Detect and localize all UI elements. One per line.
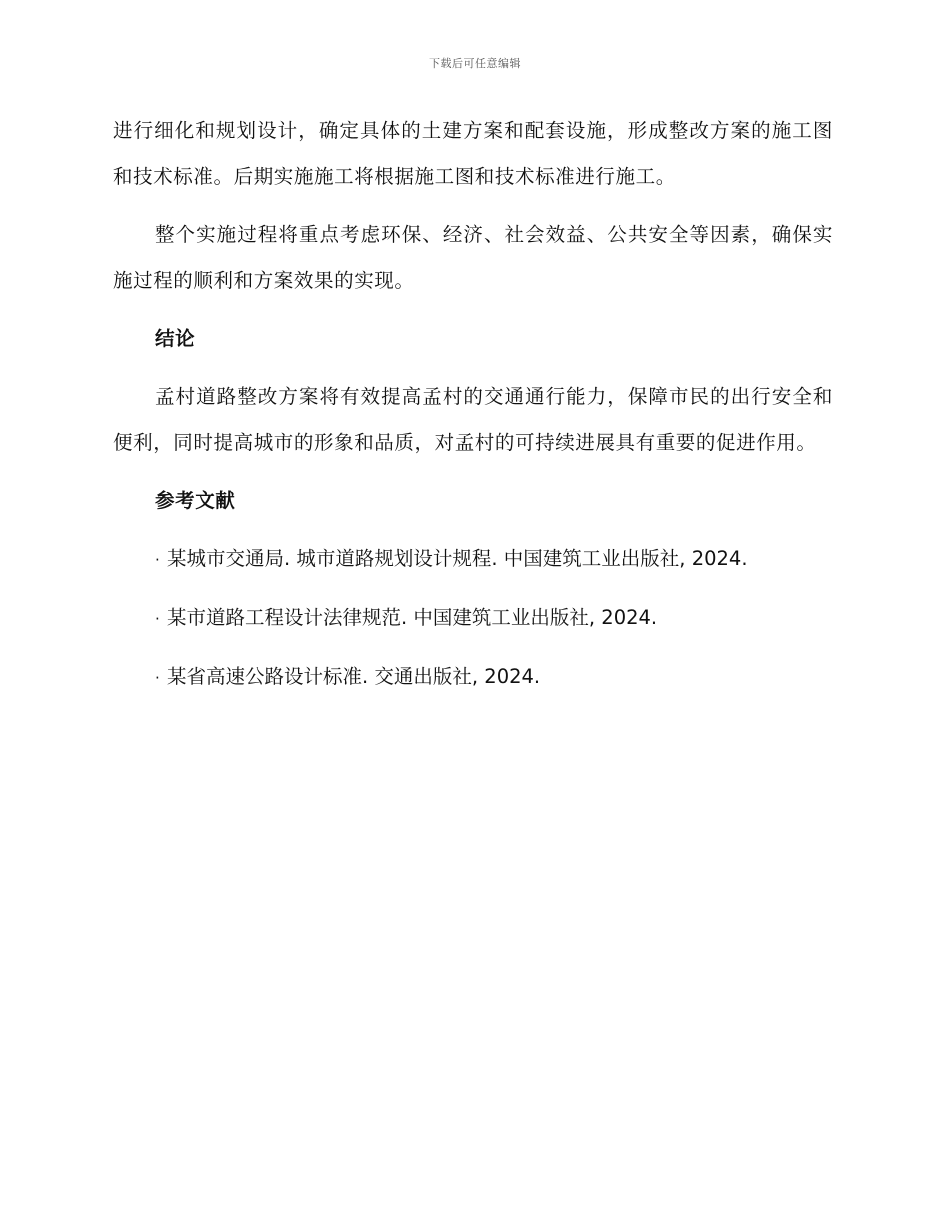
conclusion-heading: 结论 <box>155 327 196 350</box>
bullet-icon: · <box>155 669 160 687</box>
reference-text: 某省高速公路设计标准. 交通出版社, 2024. <box>167 665 541 688</box>
paragraph-implementation-detail: 进行细化和规划设计，确定具体的土建方案和配套设施，形成整改方案的施工图和技术标准。后期实施施工将根据施工图和技术标准进行施工。 <box>113 119 833 188</box>
references-heading: 参考文献 <box>155 489 236 512</box>
conclusion-paragraph: 孟村道路整改方案将有效提高孟村的交通通行能力，保障市民的出行安全和便利，同时提高城市的形象和品质，对孟村的可持续进展具有重要的促进作用。 <box>113 385 833 454</box>
header-note: 下载后可任意编辑 <box>429 57 521 70</box>
document-content <box>113 108 833 713</box>
reference-item-3 <box>155 654 833 701</box>
paragraph-implementation-factors: 整个实施过程将重点考虑环保、经济、社会效益、公共安全等因素，确保实施过程的顺利和方案效果的实现。 <box>113 223 833 292</box>
reference-item-2 <box>155 595 833 642</box>
bullet-icon: · <box>155 551 160 569</box>
reference-text: 某城市交通局. 城市道路规划设计规程. 中国建筑工业出版社, 2024. <box>167 547 748 570</box>
reference-text: 某市道路工程设计法律规范. 中国建筑工业出版社, 2024. <box>167 606 658 629</box>
bullet-icon: · <box>155 610 160 628</box>
reference-item-1 <box>155 536 833 583</box>
references-list <box>113 536 833 701</box>
